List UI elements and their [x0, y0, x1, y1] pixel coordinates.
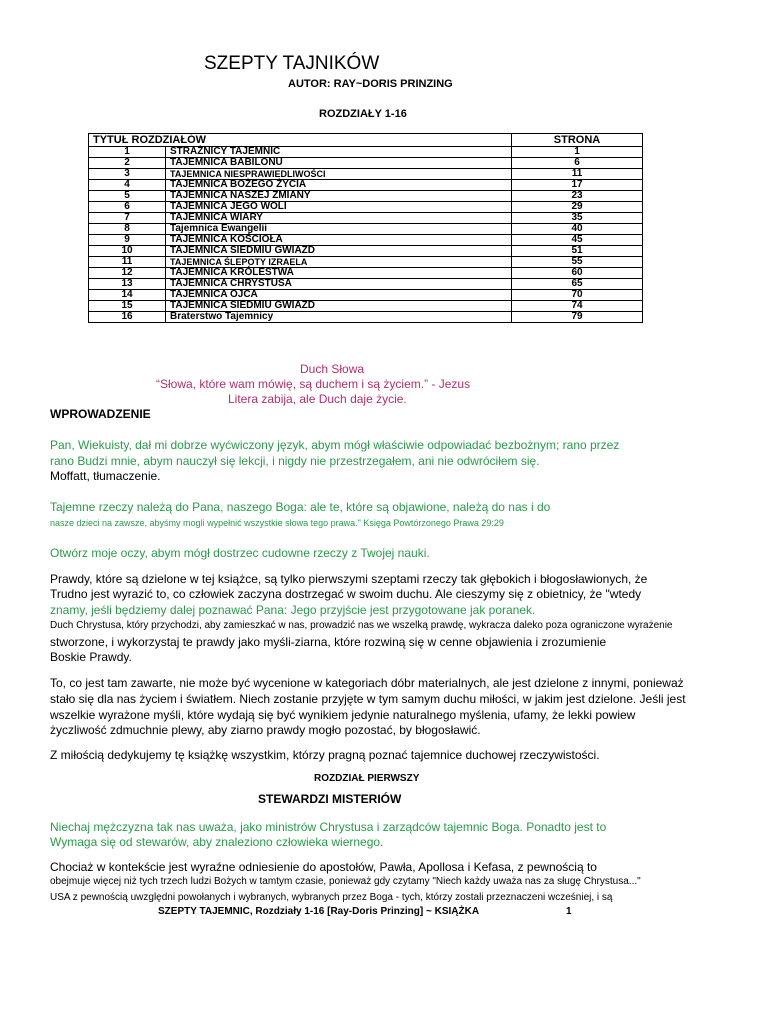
author-line: AUTOR: RAY~DORIS PRINZING [288, 78, 453, 90]
toc-chapter-number: 1 [89, 147, 166, 158]
toc-chapter-number: 4 [89, 180, 166, 191]
para8-line2: obejmuje więcej niż tych trzech ludzi Bożych w tamtym czasie, ponieważ gdy czytamy "Niech każdy uważa nas za sługę Chrystusa..." [50, 876, 641, 887]
table-row [89, 147, 643, 158]
table-row [89, 290, 643, 301]
chapters-range: ROZDZIAŁY 1-16 [319, 108, 407, 120]
para4-line5: stworzone, i wykorzystaj te prawdy jako myśli-ziarna, które rozwiną się w cenne objawienia i zrozumienie [50, 635, 607, 649]
toc-chapter-number: 5 [89, 191, 166, 202]
toc-chapter-name: TAJEMNICA WIARY [166, 213, 512, 224]
toc-chapter-page: 1 [512, 147, 643, 158]
toc-chapter-number: 2 [89, 158, 166, 169]
intro-heading: WPROWADZENIE [50, 407, 151, 421]
toc-chapter-page: 79 [512, 312, 643, 323]
table-row [89, 235, 643, 246]
toc-chapter-name: TAJEMNICA OJCA [166, 290, 512, 301]
motto-line-3: Litera zabija, ale Duch daje życie. [228, 392, 407, 406]
toc-chapter-name: STRAŻNICY TAJEMNIC [166, 147, 512, 158]
table-row [89, 213, 643, 224]
toc-chapter-number: 12 [89, 268, 166, 279]
toc-chapter-number: 16 [89, 312, 166, 323]
toc-chapter-page: 65 [512, 279, 643, 290]
footer-text: SZEPTY TAJEMNIC, Rozdziały 1-16 [Ray-Doris Prinzing] ~ KSIĄŻKA [158, 906, 480, 917]
table-row [89, 180, 643, 191]
toc-chapter-number: 3 [89, 169, 166, 180]
toc-chapter-name: Tajemnica Ewangelii [166, 224, 512, 235]
toc-chapter-name: Braterstwo Tajemnicy [166, 312, 512, 323]
para7-line1: Niechaj mężczyzna tak nas uważa, jako ministrów Chrystusa i zarządców tajemnic Boga. Ponadto jest to [50, 820, 607, 834]
table-row [89, 257, 643, 268]
toc-chapter-number: 7 [89, 213, 166, 224]
table-row [89, 268, 643, 279]
toc-chapter-number: 11 [89, 257, 166, 268]
chapter-label: ROZDZIAŁ PIERWSZY [314, 773, 420, 784]
para6: Z miłością dedykujemy tę książkę wszystkim, którzy pragną poznać tajemnice duchowej rzeczywistości. [50, 748, 600, 762]
toc-chapter-page: 23 [512, 191, 643, 202]
toc-chapter-number: 10 [89, 246, 166, 257]
toc-chapter-page: 60 [512, 268, 643, 279]
table-row [89, 191, 643, 202]
toc-header-title: TYTUŁ ROZDZIAŁÓW [89, 134, 512, 147]
motto-line-1: Duch Słowa [300, 362, 365, 376]
toc-chapter-page: 17 [512, 180, 643, 191]
toc-chapter-name: TAJEMNICA BOŻEGO ŻYCIA [166, 180, 512, 191]
para4-line4: Duch Chrystusa, który przychodzi, aby zamieszkać w nas, prowadzić nas we wszelką prawdę, wykracza daleko poza ograniczone wyrażenie [50, 620, 673, 631]
table-row [89, 312, 643, 323]
toc-chapter-page: 45 [512, 235, 643, 246]
chapter-title: STEWARDZI MISTERIÓW [258, 792, 402, 806]
table-row [89, 224, 643, 235]
para7-line2: Wymaga się od stewarów, aby znaleziono człowieka wiernego. [50, 835, 384, 849]
para3: Otwórz moje oczy, abym mógł dostrzec cudowne rzeczy z Twojej nauki. [50, 546, 430, 560]
para4-line3: znamy, jeśli będziemy dalej poznawać Pana: Jego przyjście jest przygotowane jak poranek. [50, 603, 536, 617]
toc-chapter-page: 6 [512, 158, 643, 169]
table-row [89, 169, 643, 180]
toc-chapter-page: 51 [512, 246, 643, 257]
para5-line3: wszelkie wyrażone myśli, które wydają się być wynikiem jedynie naturalnego myślenia, ufamy, że lekki powiew [50, 708, 636, 722]
toc-chapter-number: 6 [89, 202, 166, 213]
para1-line1: Pan, Wiekuisty, dał mi dobrze wyćwiczony język, abym mógł właściwie odpowiadać bezbożnym; rano przez [50, 438, 620, 452]
table-row [89, 301, 643, 312]
para4-line2: Trudno jest wyrazić to, co człowiek zaczyna dostrzegać w swoim duchu. Ale cieszymy się z obietnicy, że "wtedy [50, 587, 642, 601]
para5-line2: stało się dla nas życiem i światłem. Niech zostanie przyjęte w tym samym duchu miłości, w jakim jest dzielone. Jeśli jest [50, 692, 686, 706]
toc-chapter-name: TAJEMNICA CHRYSTUSA [166, 279, 512, 290]
toc-chapter-number: 13 [89, 279, 166, 290]
toc-chapter-name: TAJEMNICA BABILONU [166, 158, 512, 169]
table-of-contents [88, 133, 643, 323]
toc-chapter-name: TAJEMNICA NASZEJ ZMIANY [166, 191, 512, 202]
para8-line3: USA z pewnością uwzględni powołanych i wybranych, wybranych przez Boga - tych, którzy zostali przeznaczeni wcześniej, i są [50, 892, 613, 903]
para8-line1: Chociaż w kontekście jest wyraźne odniesienie do apostołów, Pawła, Apollosa i Kefasa, z pewnością to [50, 860, 597, 874]
toc-chapter-number: 8 [89, 224, 166, 235]
document-title: SZEPTY TAJNIKÓW [204, 53, 380, 74]
toc-chapter-page: 70 [512, 290, 643, 301]
toc-header-page: STRONA [512, 134, 643, 147]
para5-line1: To, co jest tam zawarte, nie może być wycenione w kategoriach dóbr materialnych, ale jest dzielone z innymi, ponieważ [50, 676, 684, 690]
toc-chapter-name: TAJEMNICA NIESPRAWIEDLIWOŚCI [166, 169, 512, 180]
toc-chapter-page: 55 [512, 257, 643, 268]
table-row [89, 279, 643, 290]
toc-chapter-name: TAJEMNICA SIEDMIU GWIAZD [166, 301, 512, 312]
para4-line1: Prawdy, które są dzielone w tej książce, są tylko pierwszymi szeptami rzeczy tak głębokich i błogosławionych, że [50, 572, 648, 586]
para1-line2: rano Budzi mnie, abym nauczył się lekcji, i nigdy nie przestrzegałem, ani nie odwróciłem się. [50, 454, 540, 468]
toc-chapter-name: TAJEMNICA KRÓLESTWA [166, 268, 512, 279]
para1-line3: Moffatt, tłumaczenie. [50, 469, 161, 483]
toc-chapter-page: 29 [512, 202, 643, 213]
para2-line2: nasze dzieci na zawsze, abyśmy mogli wypełnić wszystkie słowa tego prawa." Księga Powtórzonego Prawa 29:29 [50, 518, 504, 528]
toc-chapter-page: 74 [512, 301, 643, 312]
toc-chapter-name: TAJEMNICA SIEDMIU GWIAZD [166, 246, 512, 257]
toc-chapter-number: 14 [89, 290, 166, 301]
para4-line6: Boskie Prawdy. [50, 650, 132, 664]
footer-page-number: 1 [566, 906, 572, 917]
para2-line1: Tajemne rzeczy należą do Pana, naszego Boga: ale te, które są objawione, należą do nas i do [50, 500, 551, 514]
toc-chapter-name: TAJEMNICA KOŚCIOŁA [166, 235, 512, 246]
table-row [89, 158, 643, 169]
toc-chapter-number: 9 [89, 235, 166, 246]
table-row [89, 246, 643, 257]
toc-chapter-name: TAJEMNICA ŚLEPOTY IZRAELA [166, 257, 512, 268]
toc-chapter-number: 15 [89, 301, 166, 312]
table-row [89, 202, 643, 213]
toc-chapter-page: 35 [512, 213, 643, 224]
motto-line-2: “Słowa, które wam mówię, są duchem i są życiem.” - Jezus [156, 377, 471, 391]
toc-chapter-page: 40 [512, 224, 643, 235]
para5-line4: życzliwość zdmuchnie plewy, aby ziarno prawdy mogło pozostać, by błogosławić. [50, 723, 481, 737]
toc-chapter-name: TAJEMNICA JEGO WOLI [166, 202, 512, 213]
toc-chapter-page: 11 [512, 169, 643, 180]
